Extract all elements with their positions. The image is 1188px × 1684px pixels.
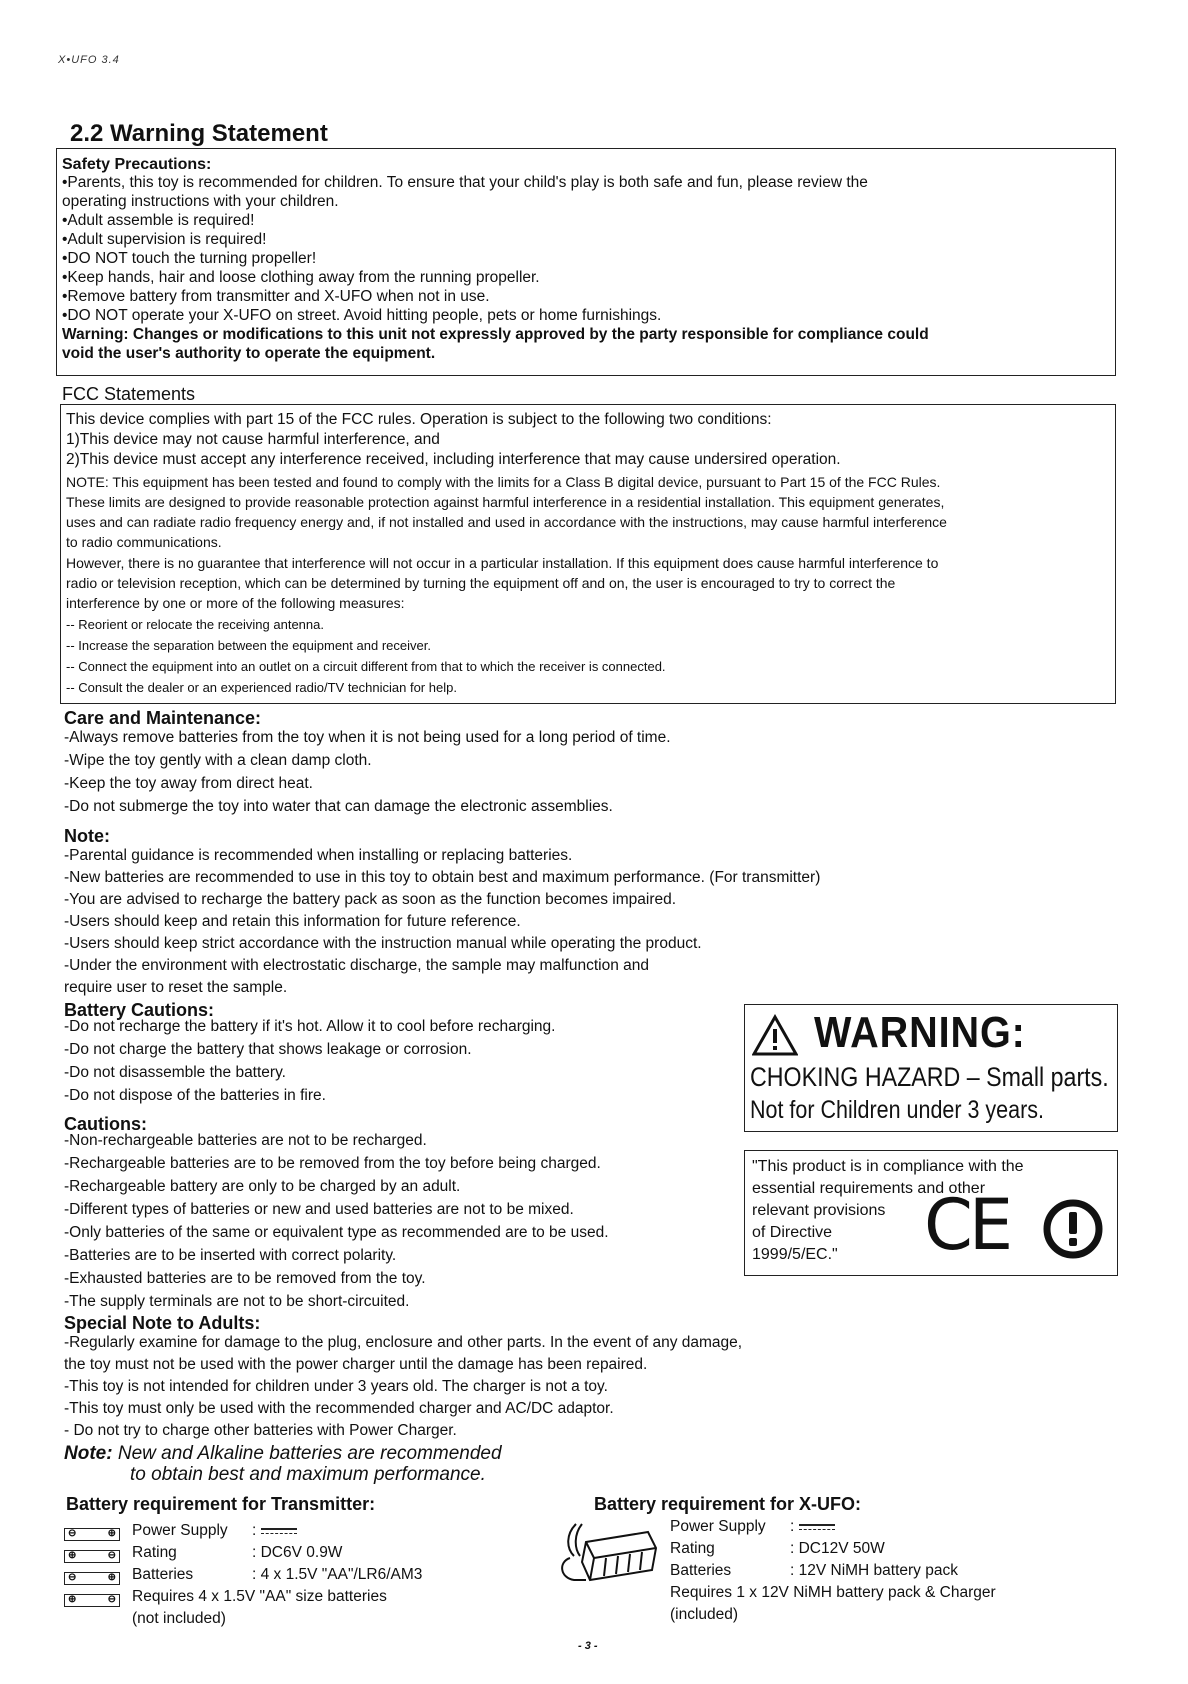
- fcc-line: -- Increase the separation between the equipment and receiver.: [66, 638, 431, 653]
- fcc-line: 1)This device may not cause harmful interference, and: [66, 431, 440, 448]
- power-supply-colon: :: [790, 1518, 795, 1535]
- fcc-line: interference by one or more of the following measures:: [66, 595, 405, 611]
- note-line: require user to reset the sample.: [64, 979, 288, 996]
- caution-line: -Only batteries of the same or equivalent type as recommended are to be used.: [64, 1224, 609, 1241]
- caution-line: -Rechargeable batteries are to be removed from the toy before being charged.: [64, 1155, 601, 1172]
- italic-note-label: Note:: [64, 1443, 113, 1464]
- safety-line: •DO NOT touch the turning propeller!: [62, 250, 317, 267]
- fcc-line: to radio communications.: [66, 534, 222, 550]
- care-heading: Care and Maintenance:: [64, 708, 262, 728]
- fcc-line: This device complies with part 15 of the FCC rules. Operation is subject to the following two conditions:: [66, 411, 772, 428]
- safety-heading: Safety Precautions:: [62, 156, 212, 173]
- xufo-row-label: Rating: [670, 1540, 715, 1557]
- ce-text-line: essential requirements and other: [752, 1180, 986, 1197]
- caution-line: -Different types of batteries or new and used batteries are not to be mixed.: [64, 1201, 574, 1218]
- safety-line: •DO NOT operate your X-UFO on street. Avoid hitting people, pets or home furnishings.: [62, 307, 662, 324]
- special-line: - Do not try to charge other batteries with Power Charger.: [64, 1422, 457, 1439]
- xufo-row-label: Power Supply: [670, 1518, 766, 1535]
- xufo-row-value: : DC12V 50W: [790, 1540, 885, 1557]
- model-header: X•UFO 3.4: [58, 54, 120, 66]
- dc-symbol-icon: [799, 1524, 835, 1530]
- power-supply-colon: :: [252, 1522, 257, 1539]
- caution-line: -Batteries are to be inserted with correct polarity.: [64, 1247, 397, 1264]
- fcc-line: 2)This device must accept any interference received, including interference that may cause undersired operation.: [66, 451, 841, 468]
- xufo-row-value: : 12V NiMH battery pack: [790, 1562, 958, 1579]
- transmitter-included: (not included): [132, 1610, 226, 1627]
- xufo-row-value: [790, 1518, 835, 1536]
- page-number: - 3 -: [578, 1640, 598, 1652]
- battery-caution-line: -Do not dispose of the batteries in fire.: [64, 1087, 326, 1104]
- note-line: -Users should keep and retain this information for future reference.: [64, 913, 521, 930]
- fcc-line: NOTE: This equipment has been tested and found to comply with the limits for a Class B digital device, pursuant to Part 15 of the FCC Rules.: [66, 474, 941, 490]
- safety-warning-line: void the user's authority to operate the equipment.: [62, 345, 436, 362]
- choking-hazard-line: CHOKING HAZARD – Small parts.: [750, 1062, 1109, 1092]
- battery-caution-line: -Do not charge the battery that shows leakage or corrosion.: [64, 1041, 472, 1058]
- fcc-line: -- Consult the dealer or an experienced radio/TV technician for help.: [66, 680, 457, 695]
- xufo-row-label: Batteries: [670, 1562, 732, 1579]
- special-line: -This toy must only be used with the recommended charger and AC/DC adaptor.: [64, 1400, 614, 1417]
- ce-text-line: "This product is in compliance with the: [752, 1158, 1024, 1175]
- safety-line: •Remove battery from transmitter and X-UFO when not in use.: [62, 288, 490, 305]
- warning-title: WARNING:: [814, 1008, 1026, 1057]
- fcc-line: These limits are designed to provide reasonable protection against harmful interference in a residential installation. This equipment generates,: [66, 494, 945, 510]
- special-line: -This toy is not intended for children under 3 years old. The charger is not a toy.: [64, 1378, 608, 1395]
- battery-cautions-heading: Battery Cautions:: [64, 1000, 215, 1020]
- battery-caution-line: -Do not disassemble the battery.: [64, 1064, 286, 1081]
- age-warning-line: Not for Children under 3 years.: [750, 1096, 1044, 1124]
- xufo-requires: Requires 1 x 12V NiMH battery pack & Charger: [670, 1584, 996, 1601]
- special-line: -Regularly examine for damage to the plug, enclosure and other parts. In the event of any damage,: [64, 1334, 743, 1351]
- transmitter-requires: Requires 4 x 1.5V "AA" size batteries: [132, 1588, 387, 1605]
- safety-line: operating instructions with your children.: [62, 193, 339, 210]
- transmitter-heading: Battery requirement for Transmitter:: [66, 1494, 376, 1514]
- xufo-included: (included): [670, 1606, 739, 1623]
- transmitter-row-value: : DC6V 0.9W: [252, 1544, 343, 1561]
- caution-line: -The supply terminals are not to be short-circuited.: [64, 1293, 410, 1310]
- ce-text-line: 1999/5/EC.": [752, 1246, 838, 1263]
- special-heading: Special Note to Adults:: [64, 1313, 261, 1333]
- ce-text-line: of Directive: [752, 1224, 833, 1241]
- transmitter-row-label: Batteries: [132, 1566, 194, 1583]
- battery-icon: ⊕ ⊖: [64, 1550, 120, 1563]
- note-heading: Note:: [64, 826, 110, 846]
- care-line: -Keep the toy away from direct heat.: [64, 775, 313, 792]
- warning-triangle-icon: [752, 1014, 798, 1056]
- fcc-line: uses and can radiate radio frequency energy and, if not installed and used in accordance with the instructions, may cause harmful interference: [66, 514, 947, 530]
- caution-line: -Rechargeable battery are only to be charged by an adult.: [64, 1178, 461, 1195]
- note-line: -Parental guidance is recommended when installing or replacing batteries.: [64, 847, 573, 864]
- battery-icon: ⊕ ⊖: [64, 1594, 120, 1607]
- note-line: -You are advised to recharge the battery pack as soon as the function becomes impaired.: [64, 891, 677, 908]
- battery-icon: ⊖ ⊕: [64, 1528, 120, 1541]
- fcc-line: -- Connect the equipment into an outlet on a circuit different from that to which the receiver is connected.: [66, 659, 666, 674]
- caution-line: -Exhausted batteries are to be removed from the toy.: [64, 1270, 426, 1287]
- special-line: the toy must not be used with the power charger until the damage has been repaired.: [64, 1356, 648, 1373]
- italic-note: [64, 1443, 502, 1465]
- xufo-heading: Battery requirement for X-UFO:: [594, 1494, 862, 1514]
- italic-note-line1: New and Alkaline batteries are recommended: [117, 1443, 502, 1464]
- transmitter-row-value: [252, 1522, 297, 1540]
- alert-circle-icon: [1042, 1198, 1104, 1260]
- care-line: -Wipe the toy gently with a clean damp cloth.: [64, 752, 372, 769]
- dc-symbol-icon: [261, 1528, 297, 1534]
- cautions-heading: Cautions:: [64, 1114, 147, 1134]
- safety-line: •Adult supervision is required!: [62, 231, 267, 248]
- care-line: -Always remove batteries from the toy when it is not being used for a long period of time.: [64, 729, 671, 746]
- safety-line: •Adult assemble is required!: [62, 212, 255, 229]
- note-line: -Users should keep strict accordance with the instruction manual while operating the product.: [64, 935, 702, 952]
- section-title: 2.2 Warning Statement: [70, 120, 328, 147]
- battery-icon: ⊖ ⊕: [64, 1572, 120, 1585]
- care-line: -Do not submerge the toy into water that can damage the electronic assemblies.: [64, 798, 613, 815]
- note-line: -Under the environment with electrostatic discharge, the sample may malfunction and: [64, 957, 649, 974]
- transmitter-row-value: : 4 x 1.5V "AA"/LR6/AM3: [252, 1566, 423, 1583]
- transmitter-row-label: Rating: [132, 1544, 177, 1561]
- fcc-line: radio or television reception, which can be determined by turning the equipment off and on, the user is encouraged to try to correct the: [66, 575, 896, 591]
- battery-pack-icon: [556, 1518, 662, 1590]
- battery-caution-line: -Do not recharge the battery if it's hot. Allow it to cool before recharging.: [64, 1018, 556, 1035]
- fcc-line: However, there is no guarantee that interference will not occur in a particular installation. If this equipment does cause harmful interference to: [66, 555, 939, 571]
- safety-warning-line: Warning: Changes or modifications to this unit not expressly approved by the party responsible for compliance could: [62, 326, 929, 343]
- caution-line: -Non-rechargeable batteries are not to be recharged.: [64, 1132, 427, 1149]
- italic-note-line2: to obtain best and maximum performance.: [130, 1464, 486, 1485]
- ce-mark-icon: CE: [924, 1184, 1010, 1266]
- transmitter-row-label: Power Supply: [132, 1522, 228, 1539]
- ce-text-line: relevant provisions: [752, 1202, 886, 1219]
- safety-line: •Parents, this toy is recommended for children. To ensure that your child's play is both safe and fun, please review the: [62, 174, 868, 191]
- fcc-heading: FCC Statements: [62, 384, 196, 404]
- fcc-line: -- Reorient or relocate the receiving antenna.: [66, 617, 324, 632]
- safety-line: •Keep hands, hair and loose clothing away from the running propeller.: [62, 269, 540, 286]
- note-line: -New batteries are recommended to use in this toy to obtain best and maximum performance. (For transmitter): [64, 869, 821, 886]
